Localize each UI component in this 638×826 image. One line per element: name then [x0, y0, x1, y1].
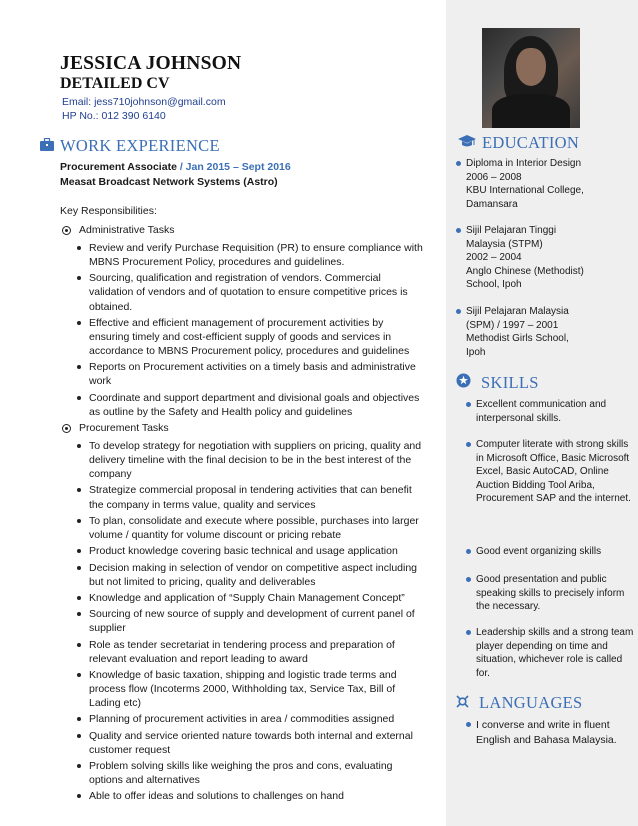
- education-detail: 2006 – 2008: [466, 171, 522, 183]
- list-item: Sourcing, qualification and registration of vendors. Commercial validation of vendors and of quotation to ensure competitive prices is obtained.: [76, 271, 426, 313]
- photo-face: [516, 48, 546, 86]
- admin-tasks-heading: [62, 224, 175, 236]
- languages-heading: [456, 693, 583, 713]
- admin-tasks-title: Administrative Tasks: [79, 224, 175, 236]
- document-subtitle: DETAILED CV: [60, 75, 170, 92]
- education-detail: 2002 – 2004: [466, 252, 522, 263]
- list-item: To develop strategy for negotiation with suppliers on pricing, quality and delivery timeline with the final decision to be in the best interest of the company: [76, 439, 426, 481]
- education-heading-text: EDUCATION: [482, 133, 580, 152]
- list-item: Coordinate and support department and divisional goals and objectives as outline by the Safety and Health policy and guidelines: [76, 391, 426, 419]
- email-text: Email: jess710johnson@gmail.com: [62, 96, 226, 108]
- job-title: [60, 161, 291, 173]
- education-detail: School, Ipoh: [466, 279, 522, 290]
- list-item: Strategize commercial proposal in tendering activities that can benefit the company in terms value, quality and services: [76, 483, 426, 511]
- list-item: Role as tender secretariat in tendering process and preparation of relevant evaluation and report leading to award: [76, 638, 426, 666]
- list-item: Sourcing of new source of supply and development of current panel of supplier: [76, 607, 426, 635]
- job-dates: / Jan 2015 – Sept 2016: [176, 161, 291, 173]
- profile-photo: [482, 28, 580, 128]
- target-bullet-icon: [62, 226, 71, 235]
- education-detail: Ipoh: [466, 346, 486, 358]
- admin-tasks-list: [76, 241, 426, 421]
- education-degree: Sijil Pelajaran Malaysia: [456, 305, 634, 319]
- list-item: Decision making in selection of vendor on competitive aspect including but not limited to pricing, quality and deliverables: [76, 561, 426, 589]
- skill-item: Excellent communication and interpersonal skills.: [466, 398, 636, 425]
- education-item: [456, 305, 634, 359]
- education-item: [456, 157, 634, 211]
- company-name: Measat Broadcast Network Systems (Astro): [60, 176, 278, 188]
- list-item: Able to offer ideas and solutions to challenges on hand: [76, 789, 426, 803]
- education-degree: Diploma in Interior Design: [456, 157, 634, 171]
- education-degree: Sijil Pelajaran Tinggi: [456, 224, 634, 238]
- languages-heading-text: LANGUAGES: [479, 693, 583, 712]
- education-detail: Methodist Girls School,: [466, 333, 569, 344]
- education-detail: Malaysia (STPM): [466, 238, 543, 250]
- list-item: Knowledge and application of “Supply Chain Management Concept”: [76, 591, 426, 605]
- list-item: Review and verify Purchase Requisition (PR) to ensure compliance with MBNS Procurement Policy, procedures and guidelines.: [76, 241, 426, 269]
- work-experience-heading-text: WORK EXPERIENCE: [60, 136, 220, 155]
- key-responsibilities-label: Key Responsibilities:: [60, 205, 157, 217]
- procurement-tasks-heading: [62, 422, 169, 434]
- candidate-name: JESSICA JOHNSON: [60, 53, 242, 74]
- target-bullet-icon: [62, 424, 71, 433]
- photo-body: [492, 94, 570, 128]
- graduation-cap-icon: [458, 133, 476, 153]
- education-item: [456, 224, 634, 292]
- skills-heading-text: SKILLS: [481, 373, 539, 392]
- language-item: I converse and write in fluent English and Bahasa Malaysia.: [466, 718, 636, 747]
- list-item: Knowledge of basic taxation, shipping and logistic trade terms and process flow (Incoterms 2000, Withholding tax, Service Tax, Bill of Lading etc): [76, 668, 426, 710]
- education-detail: Damansara: [466, 198, 518, 210]
- briefcase-icon: [40, 136, 54, 156]
- work-experience-heading: [40, 136, 220, 156]
- phone-text: HP No.: 012 390 6140: [62, 110, 166, 122]
- list-item: Planning of procurement activities in area / commodities assigned: [76, 712, 426, 726]
- education-detail: Anglo Chinese (Methodist): [466, 265, 584, 277]
- education-detail: (SPM) / 1997 – 2001: [466, 319, 559, 331]
- skill-item: Good presentation and public speaking skills to precisely inform the necessary.: [466, 573, 636, 614]
- list-item: Effective and efficient management of procurement activities by ensuring timely and cost-efficient supply of goods and services in accordance to MBNS Procurement policy, procedures and guidelines: [76, 316, 426, 358]
- job-title-text: Procurement Associate: [60, 161, 177, 173]
- list-item: Problem solving skills like weighing the pros and cons, evaluating options and alternatives: [76, 759, 426, 787]
- skill-item: Good event organizing skills: [466, 545, 636, 559]
- list-item: Product knowledge covering basic technical and usage application: [76, 544, 426, 558]
- procurement-tasks-title: Procurement Tasks: [79, 422, 169, 434]
- education-heading: [458, 133, 579, 153]
- star-circle-icon: [456, 373, 471, 393]
- procurement-tasks-list: [76, 439, 426, 806]
- list-item: Reports on Procurement activities on a timely basis and administrative work: [76, 360, 426, 388]
- skills-heading: [456, 373, 539, 393]
- currency-sign-icon: [456, 693, 469, 713]
- list-item: Quality and service oriented nature towards both internal and external customer request: [76, 729, 426, 757]
- skill-item: Leadership skills and a strong team player depending on time and situation, whichever role is called for.: [466, 626, 636, 680]
- skill-item: Computer literate with strong skills in Microsoft Office, Basic Microsoft Excel, Basic AutoCAD, Online Auction Bidding Tool Ariba, Procurement SAP and the internet.: [466, 438, 636, 506]
- list-item: To plan, consolidate and execute where possible, purchases into larger volume / quantity for volume discount or pricing rebate: [76, 514, 426, 542]
- education-detail: KBU International College,: [466, 185, 584, 196]
